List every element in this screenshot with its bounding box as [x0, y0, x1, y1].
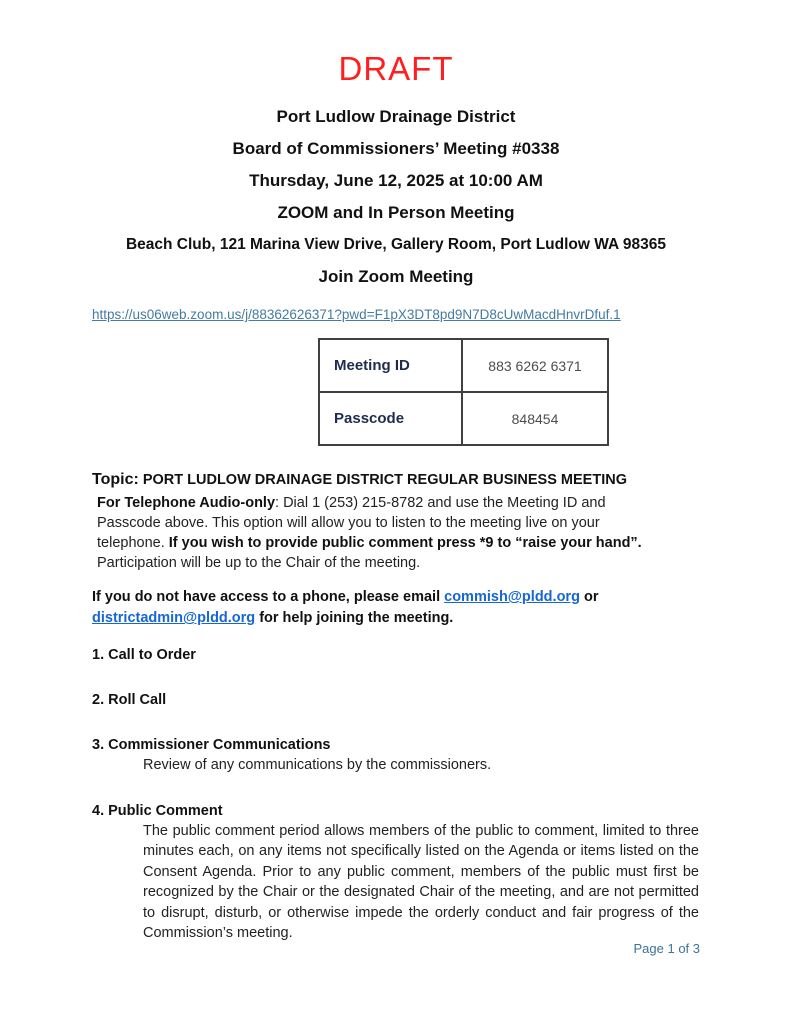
agenda-item-number: 4. — [92, 802, 105, 819]
agenda-item-label: Call to Order — [108, 647, 196, 663]
agenda-item-number: 2. — [92, 692, 105, 708]
passcode-value: 848454 — [462, 392, 608, 445]
table-row-passcode — [319, 392, 608, 445]
email-help-before: If you do not have access to a phone, please email — [92, 589, 445, 605]
topic-label: Topic: — [92, 471, 139, 488]
agenda-item-number: 3. — [92, 737, 105, 753]
meeting-id-label: Meeting ID — [319, 339, 462, 392]
header-line-meeting-type: ZOOM and In Person Meeting — [277, 203, 515, 222]
header-line-datetime: Thursday, June 12, 2025 at 10:00 AM — [249, 171, 543, 190]
header-line-meeting-number: Board of Commissioners’ Meeting #0338 — [232, 139, 560, 158]
meeting-id-value: 883 6262 6371 — [462, 339, 608, 392]
agenda-item-title — [92, 735, 700, 755]
zoom-meeting-link[interactable]: https://us06web.zoom.us/j/88362626371?pwd=F1pX3DT8pd9N7D8cUwMacdHnvrDfuf.1 — [92, 307, 621, 322]
agenda-item-call-to-order — [92, 645, 700, 665]
draft-watermark: DRAFT — [338, 50, 454, 87]
table-row-meeting-id — [319, 339, 608, 392]
telephone-text-1: : Dial 1 (253) 215-8782 and use the Meeting ID and Passcode above. This option will allow you to listen to the meeting live on your telephone. — [97, 495, 606, 551]
agenda-item-public-comment — [92, 801, 700, 944]
email-help-after: for help joining the meeting. — [255, 610, 454, 626]
email-help-paragraph — [92, 587, 652, 629]
agenda-item-label: Public Comment — [108, 802, 223, 819]
agenda-item-label: Commissioner Communications — [108, 737, 331, 753]
telephone-bold-2: If you wish to provide public comment press *9 to “raise your hand”. — [168, 535, 642, 551]
agenda-item-roll-call — [92, 690, 700, 710]
agenda-item-title — [92, 645, 700, 665]
header-line-location: Beach Club, 121 Marina View Drive, Gallery Room, Port Ludlow WA 98365 — [125, 236, 667, 253]
passcode-label: Passcode — [319, 392, 462, 445]
agenda-item-commissioner-communications — [92, 735, 700, 776]
agenda-item-title — [92, 690, 700, 710]
topic-line — [92, 469, 700, 491]
zoom-link-row — [92, 306, 700, 324]
email-help-middle: or — [579, 589, 599, 605]
header-line-join-zoom: Join Zoom Meeting — [318, 267, 474, 286]
telephone-bold-lead: For Telephone Audio-only — [97, 495, 276, 511]
agenda-item-description: The public comment period allows members of the public to comment, limited to three minutes each, on any items not specifically listed on the Agenda or items listed on the Consent Agenda. Prior to any public comment, members of the public must first be recognized by the Chair or the designated Chair of the meeting, and are not permitted to disrupt, disturb, or otherwise impede the orderly conduct and fair progress of the Commission’s meeting. — [143, 822, 699, 941]
agenda-item-number: 1. — [92, 647, 105, 663]
districtadmin-email-link[interactable]: districtadmin@pldd.org — [92, 610, 256, 626]
agenda-item-title — [92, 801, 700, 821]
zoom-credentials-table — [318, 338, 609, 446]
page-number: Page 1 of 3 — [633, 941, 700, 956]
header-line-district: Port Ludlow Drainage District — [276, 107, 516, 126]
commish-email-link[interactable]: commish@pldd.org — [444, 589, 580, 605]
topic-title: PORT LUDLOW DRAINAGE DISTRICT REGULAR BUSINESS MEETING — [138, 472, 627, 488]
agenda-item-description: Review of any communications by the commissioners. — [143, 757, 492, 773]
telephone-text-3: Participation will be up to the Chair of the meeting. — [97, 555, 421, 571]
agenda-item-label: Roll Call — [108, 692, 167, 708]
telephone-instructions — [97, 493, 649, 573]
